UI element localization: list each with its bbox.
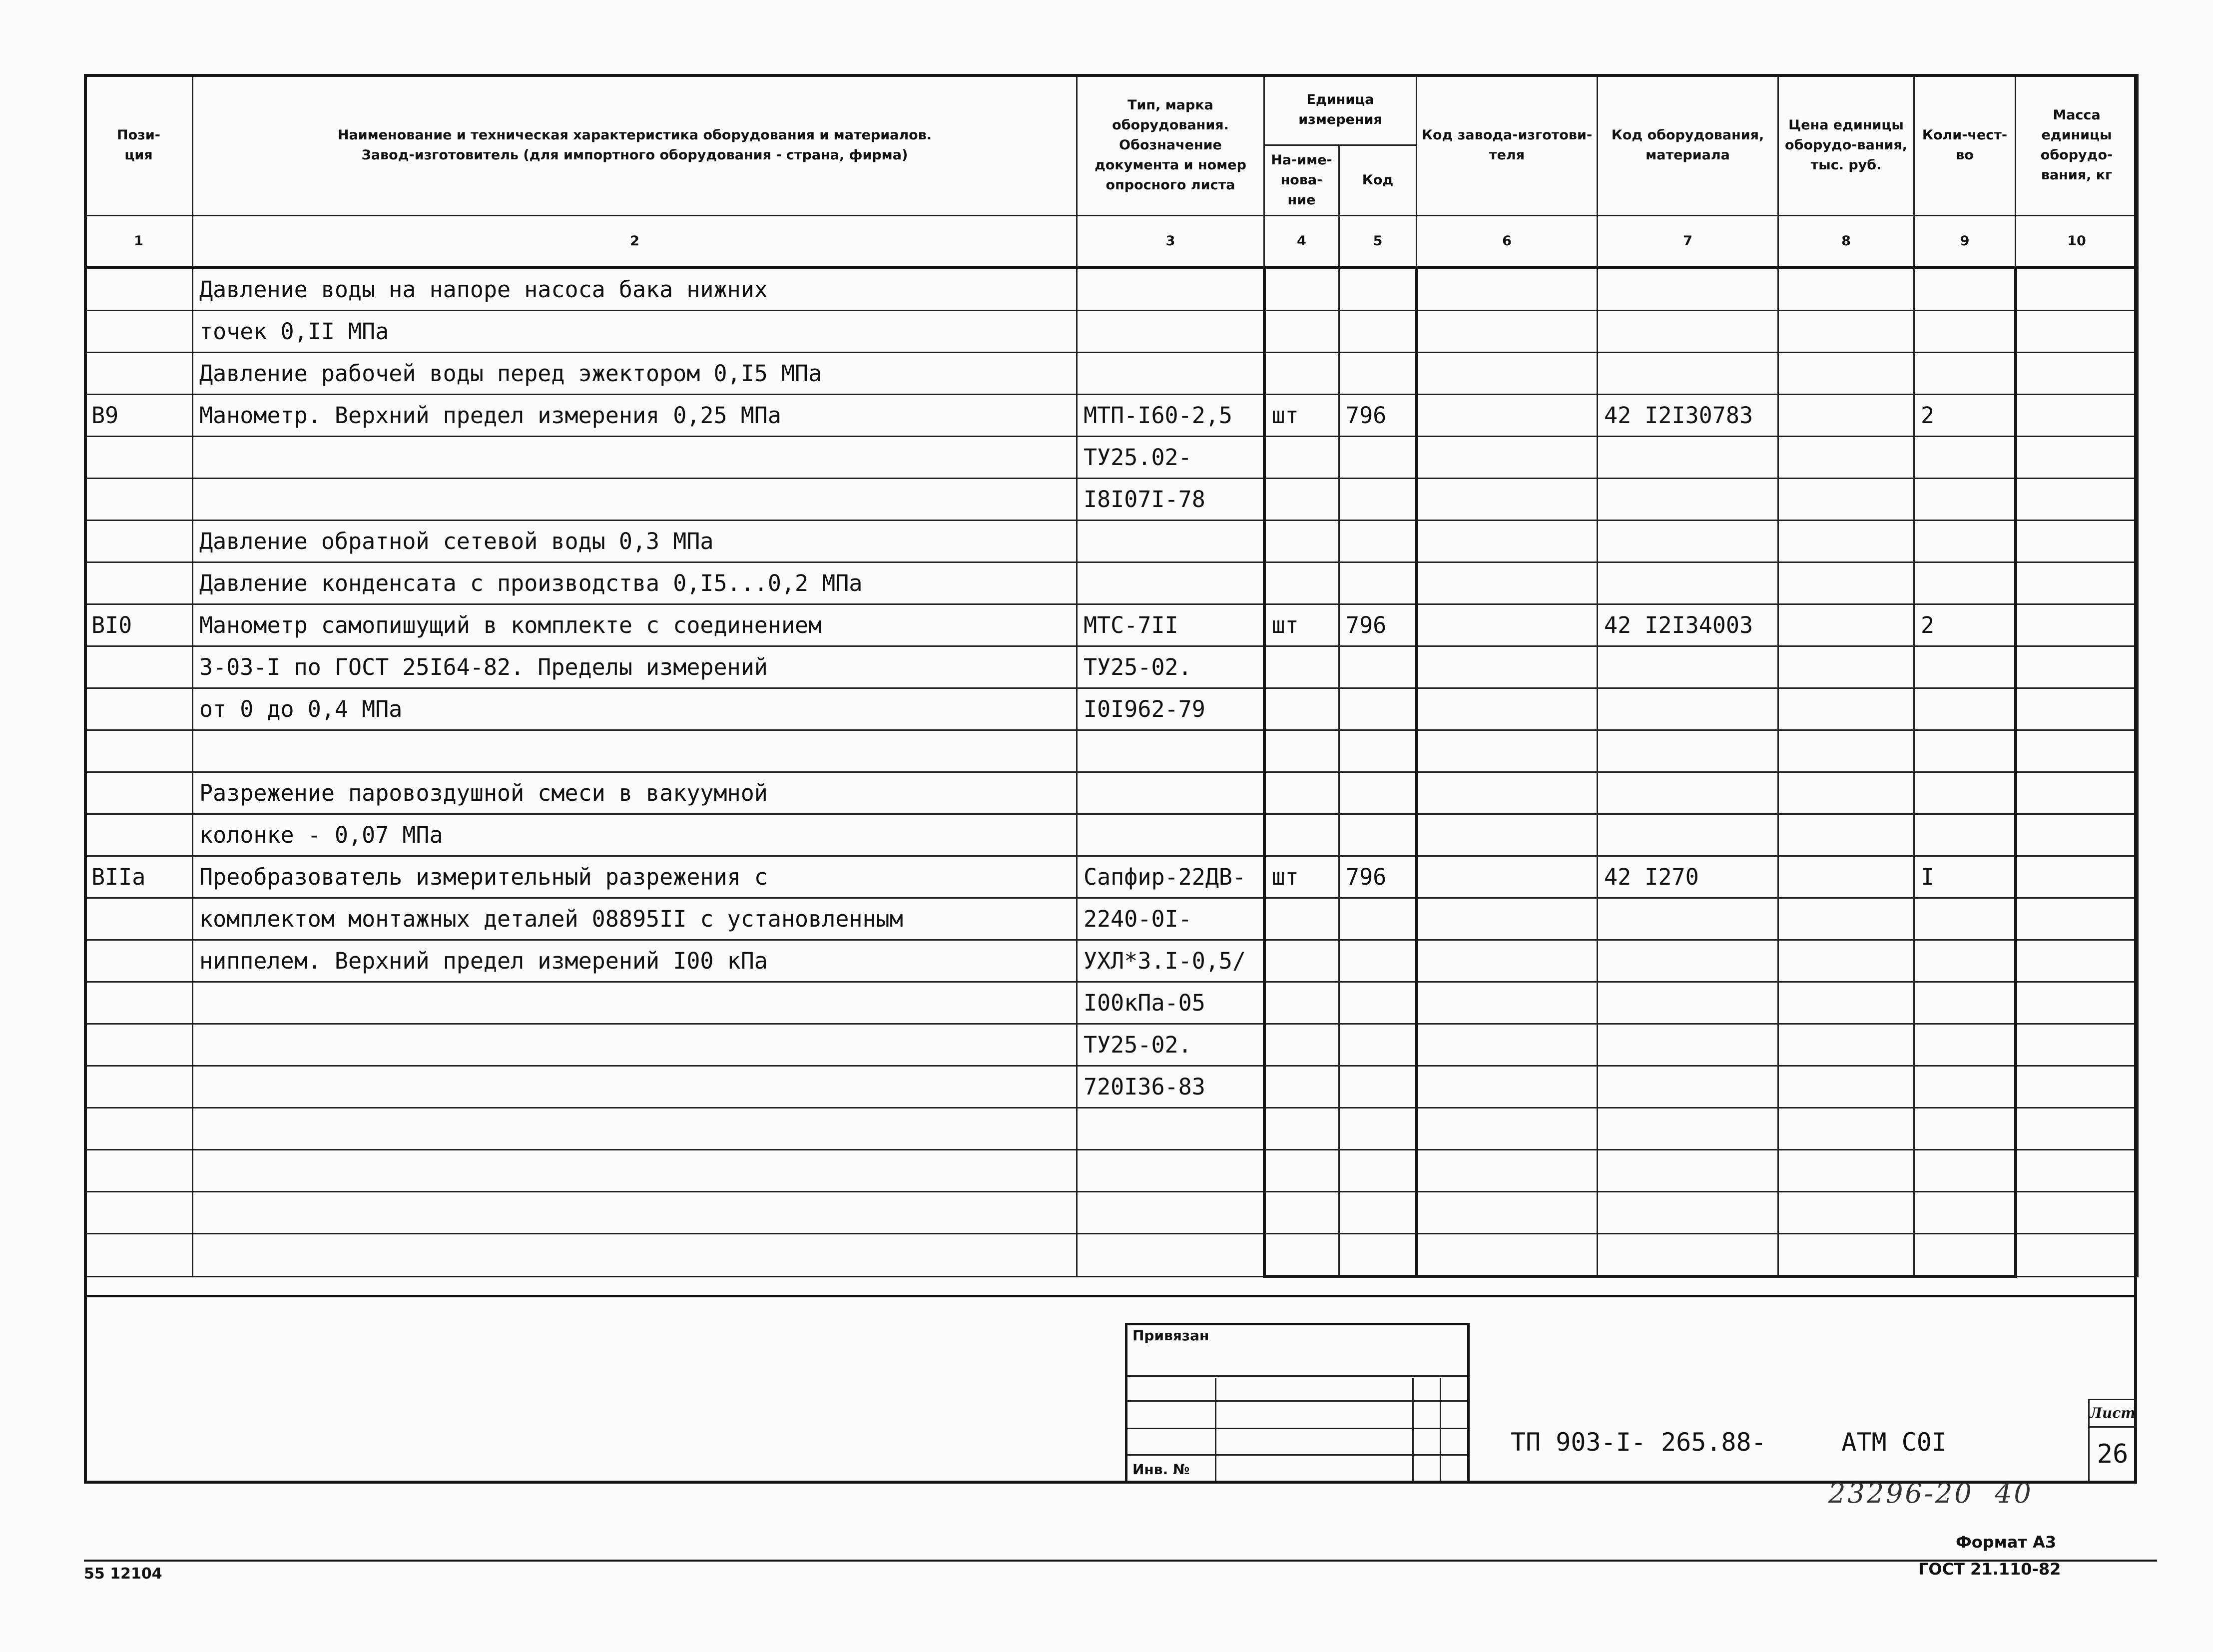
sheet-label: Лист [2088,1399,2137,1428]
cell-name: колонке - 0,07 МПа [193,814,1077,856]
cell-type: ТУ25-02. [1077,1024,1264,1066]
column-number: 6 [1417,216,1598,268]
gost-label: ГОСТ 21.110-82 [1918,1560,2061,1579]
cell-type: 720I36-83 [1077,1066,1264,1108]
cell-name: Давление рабочей воды перед эжектором 0,I5 МПа [193,353,1077,395]
sheet-box [2088,1399,2137,1484]
header-equipment-code: Код оборудования, материала [1598,75,1778,216]
column-number: 3 [1077,216,1264,268]
cell-quantity: I [1914,856,2016,898]
column-number: 2 [193,216,1077,268]
cell-equipment-code: 42 I2I34003 [1598,604,1778,646]
cell-name: ниппелем. Верхний предел измерений I00 кПа [193,940,1077,982]
document-code: ТП 903-I- 265.88- АТМ С0I [1511,1428,1947,1457]
cell-type: МТП-I60-2,5 [1077,395,1264,437]
cell-equipment-code: 42 I270 [1598,856,1778,898]
header-mass: Масса единицы оборудо-вания, кг [2016,75,2138,216]
column-number: 4 [1264,216,1339,268]
header-unit-name: На-име-нова-ние [1264,145,1339,216]
cell-position: BIIa [85,856,193,898]
cell-name: Манометр самопишущий в комплекте с соединением [193,604,1077,646]
column-number: 7 [1598,216,1778,268]
cell-type: 2240-0I- [1077,898,1264,940]
header-type: Тип, марка оборудования. Обозначение документа и номер опросного листа [1077,75,1264,216]
header-factory-code: Код завода-изготови-теля [1417,75,1598,216]
header-name: Наименование и техническая характеристика оборудования и материалов. Завод-изготовитель (для импортного оборудования - страна, фирма) [193,75,1077,216]
bottom-rule [84,1560,2157,1562]
cell-name: Давление обратной сетевой воды 0,3 МПа [193,521,1077,562]
cell-name: точек 0,II МПа [193,311,1077,353]
cell-name: комплектом монтажных деталей 08895II с установленным [193,898,1077,940]
cell-unit-name: шт [1264,604,1339,646]
cell-name: Давление конденсата с производства 0,I5...0,2 МПа [193,562,1077,604]
cell-type: ТУ25.02- [1077,437,1264,479]
cell-type: ТУ25-02. [1077,646,1264,688]
cell-quantity: 2 [1914,395,2016,437]
handwritten-number: 23296-20 40 [1828,1478,2033,1509]
cell-name: Разрежение паровоздушной смеси в вакуумной [193,772,1077,814]
column-number: 5 [1339,216,1417,268]
column-number: 10 [2016,216,2138,268]
drawing-frame [84,74,2137,1484]
header-price: Цена единицы оборудо-вания, тыс. руб. [1778,75,1914,216]
cell-unit-name: шт [1264,395,1339,437]
format-label: Формат А3 [1956,1533,2057,1552]
cell-unit-code: 796 [1339,604,1417,646]
cell-name: Манометр. Верхний предел измерения 0,25 МПа [193,395,1077,437]
cell-name: от 0 до 0,4 МПа [193,688,1077,730]
table-bottom-line [84,1295,2137,1297]
cell-type: I8I07I-78 [1077,479,1264,521]
sheet-number: 26 [2088,1426,2136,1482]
header-unit-group: Единица измерения [1264,75,1417,145]
binding-stamp [1125,1323,1470,1484]
header-position: Пози- ция [85,75,193,216]
cell-type: I0I962-79 [1077,688,1264,730]
column-number: 1 [85,216,193,268]
cell-name: Давление воды на напоре насоса бака нижних [193,268,1077,311]
column-number: 9 [1914,216,2016,268]
column-number: 8 [1778,216,1914,268]
cell-position: B9 [85,395,193,437]
stamp-title: Привязан [1132,1327,1209,1344]
cell-type: I00кПа-05 [1077,982,1264,1024]
header-unit-code: Код [1339,145,1417,216]
header-quantity: Коли-чест-во [1914,75,2016,216]
cell-equipment-code: 42 I2I30783 [1598,395,1778,437]
inventory-number: 55 12104 [84,1565,162,1583]
cell-name: 3-03-I по ГОСТ 25I64-82. Пределы измерений [193,646,1077,688]
cell-position: BI0 [85,604,193,646]
cell-type: МТС-7II [1077,604,1264,646]
cell-unit-name: шт [1264,856,1339,898]
cell-name: Преобразователь измерительный разрежения с [193,856,1077,898]
cell-type: УХЛ*3.I-0,5/ [1077,940,1264,982]
cell-unit-code: 796 [1339,395,1417,437]
cell-unit-code: 796 [1339,856,1417,898]
inventory-label: Инв. № [1132,1461,1190,1478]
cell-type: Сапфир-22ДВ- [1077,856,1264,898]
cell-quantity: 2 [1914,604,2016,646]
